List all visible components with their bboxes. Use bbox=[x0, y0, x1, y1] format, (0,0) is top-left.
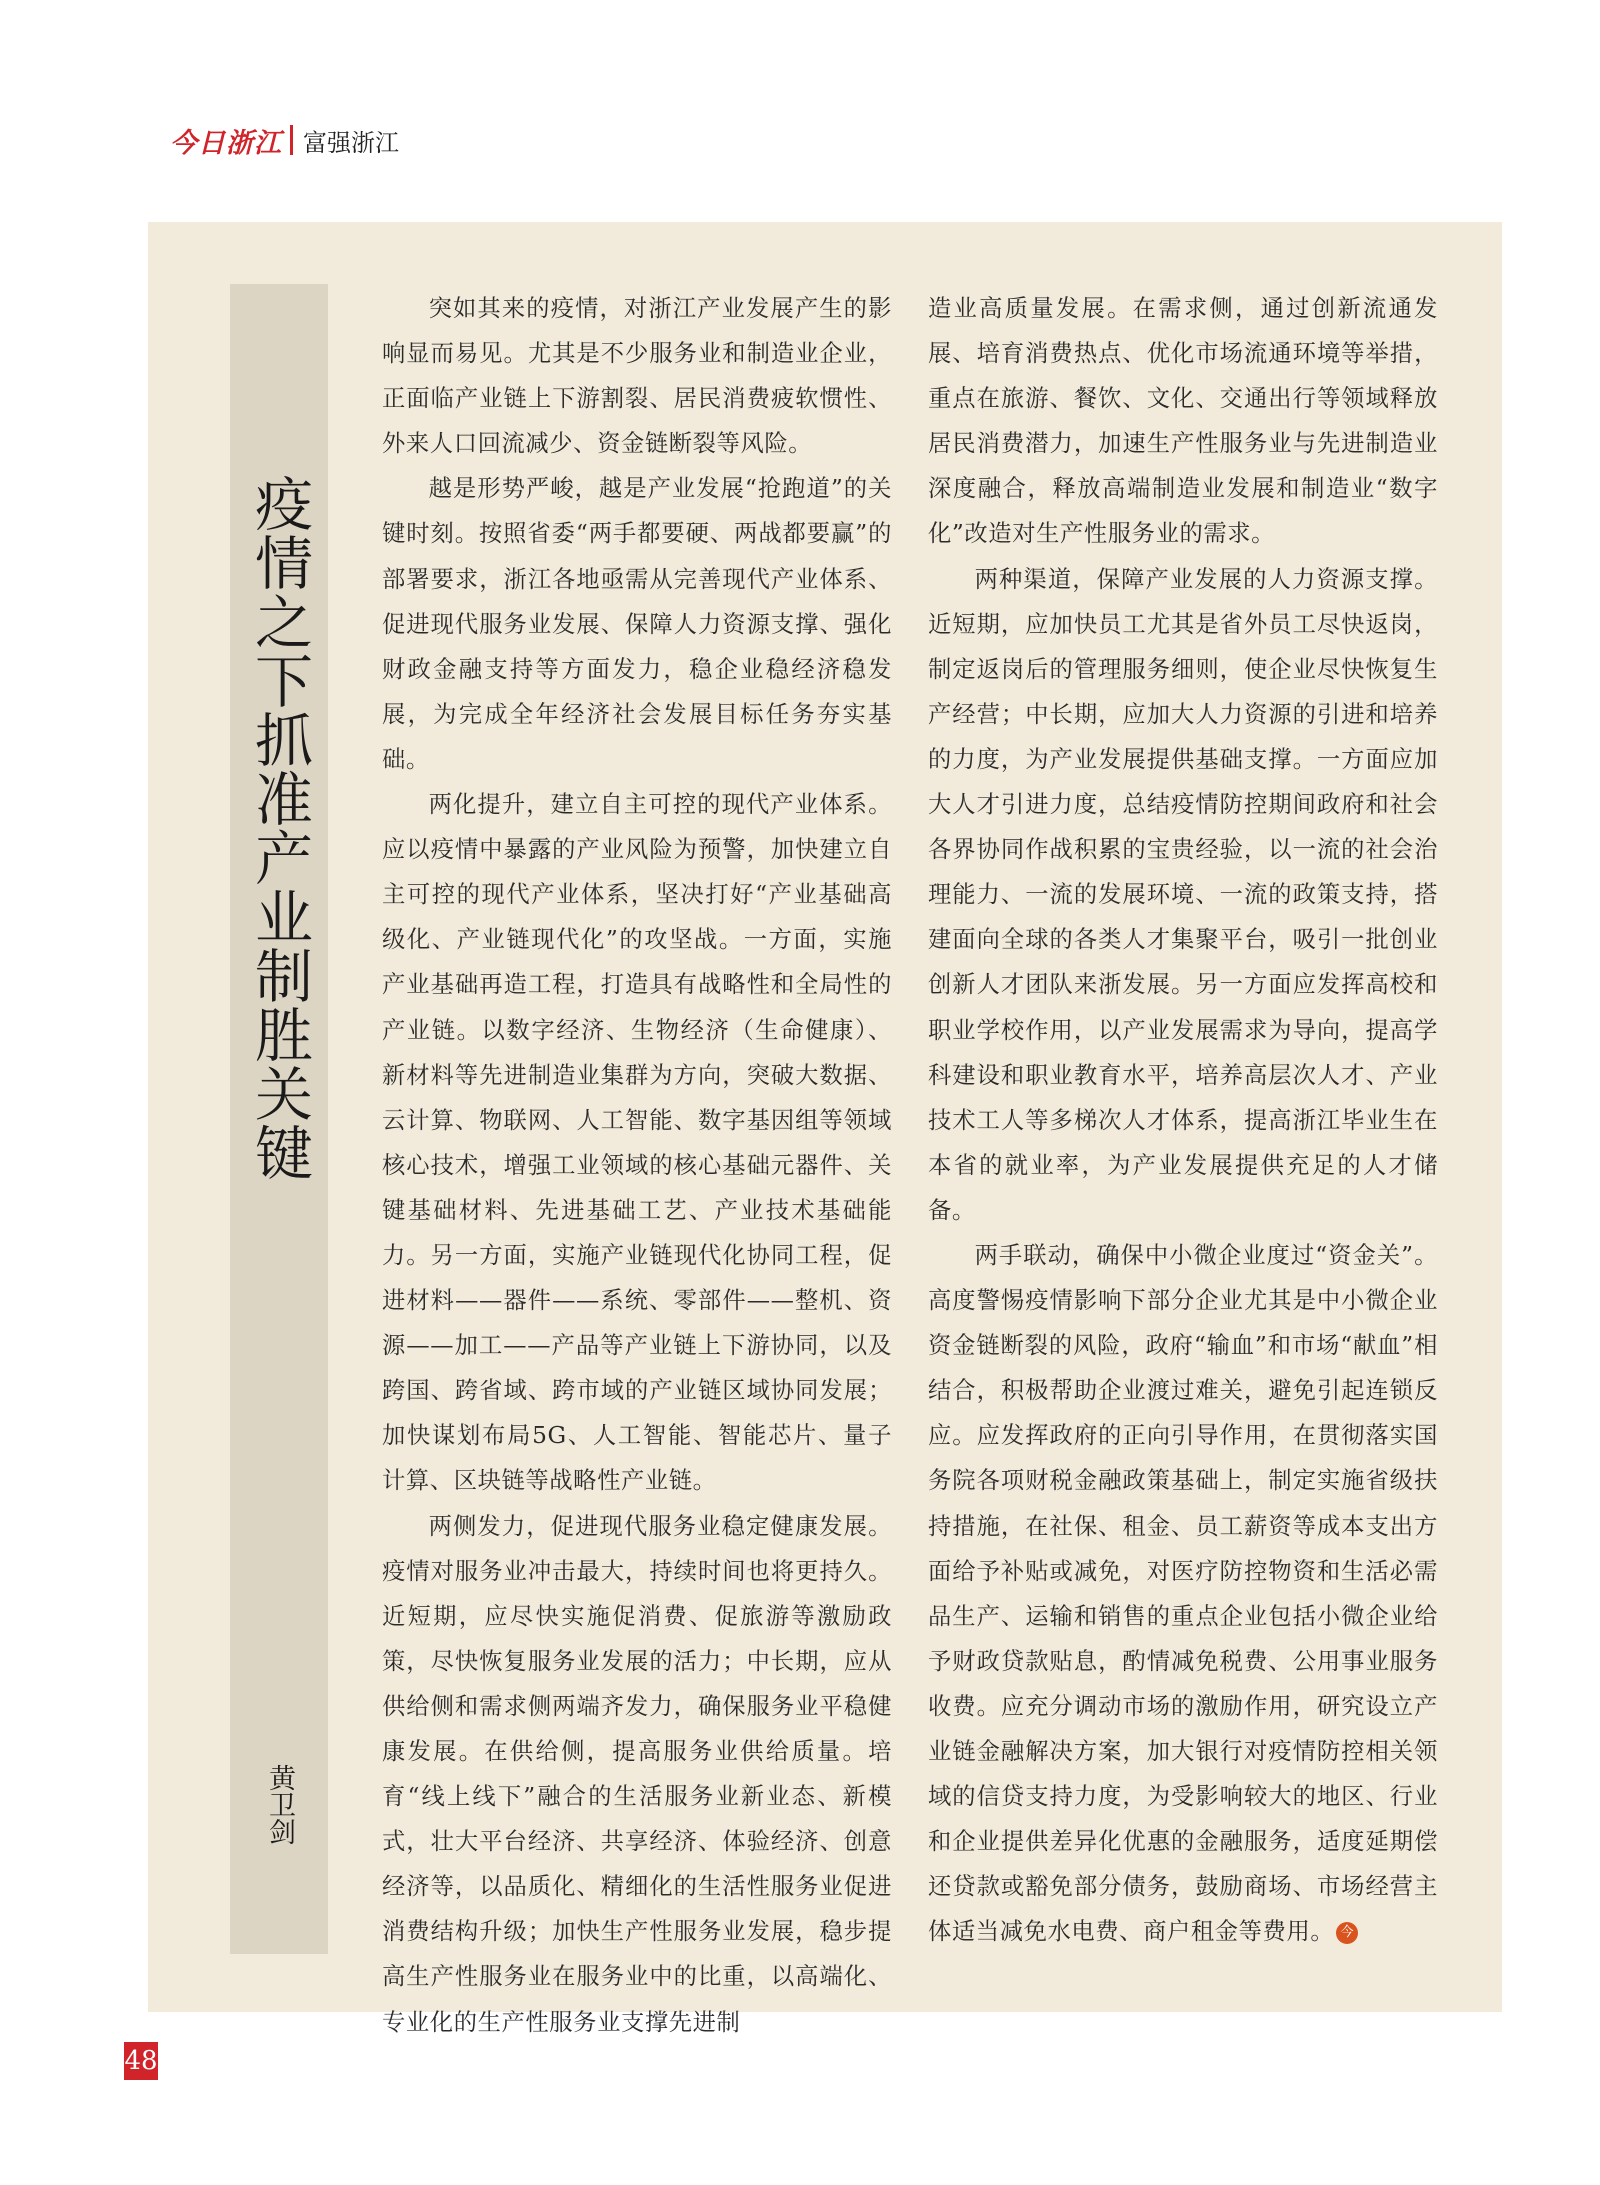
magazine-logo: 今日浙江 bbox=[170, 127, 282, 159]
paragraph-text: 两手联动，确保中小微企业度过“资金关”。高度警惕疫情影响下部分企业尤其是中小微企业资金链断裂的风险，政府“输血”和市场“献血”相结合，积极帮助企业渡过难关，避免引起连锁反应。应发挥政府的正向引导作用，在贯彻落实国务院各项财税金融政策基础上，制定实施省级扶持措施，在社保、租金、员工薪资等成本支出方面给予补贴或减免，对医疗防控物资和生活必需品生产、运输和销售的重点企业包括小微企业给予财政贷款贴息，酌情减免税费、公用事业服务收费。应充分调动市场的激励作用，研究设立产业链金融解决方案，加大银行对疫情防控相关领域的信贷支持力度，为受影响较大的地区、行业和企业提供差异化优惠的金融服务，适度延期偿还贷款或豁免部分债务，鼓励商场、市场经营主体适当减免水电费、商户租金等费用。 bbox=[928, 1241, 1438, 1946]
end-mark-icon: 今 bbox=[1336, 1922, 1358, 1944]
paragraph: 越是形势严峻，越是产业发展“抢跑道”的关键时刻。按照省委“两手都要硬、两战都要赢”的部署要求，浙江各地亟需从完善现代产业体系、促进现代服务业发展、保障人力资源支撑、强化财政金融支持等方面发力，稳企业稳经济稳发展，为完成全年经济社会发展目标任务夯实基础。 bbox=[382, 475, 892, 773]
article-title: 疫情之下抓准产业制胜关键 bbox=[245, 474, 313, 1182]
section-name: 富强浙江 bbox=[303, 128, 399, 157]
article-author: 黄卫剑 bbox=[264, 1764, 295, 1845]
paragraph: 两侧发力，促进现代服务业稳定健康发展。疫情对服务业冲击最大，持续时间也将更持久。近短期，应尽快实施促消费、促旅游等激励政策，尽快恢复服务业发展的活力；中长期，应从供给侧和需求侧两端齐发力，确保服务业平稳健康发展。在供给侧，提高服务业供给质量。培育“线上线下”融合的生活服务业新业态、新模式，壮大平台经济、共享经济、体验经济、创意经济等，以品质化、精细化的生活性服务业促进消费结构升级；加快生产性服务业发展，稳步提高生产性服务业在服务业中的比重，以高端化、专业化的生产性服务业支撑先进制 bbox=[382, 1512, 892, 2036]
page-header bbox=[170, 122, 399, 158]
paragraph: 两化提升，建立自主可控的现代产业体系。应以疫情中暴露的产业风险为预警，加快建立自主可控的现代产业体系，坚决打好“产业基础高级化、产业链现代化”的攻坚战。一方面，实施产业基础再造工程，打造具有战略性和全局性的产业链。以数字经济、生物经济（生命健康）、新材料等先进制造业集群为方向，突破大数据、云计算、物联网、人工智能、数字基因组等领域核心技术，增强工业领域的核心基础元器件、关键基础材料、先进基础工艺、产业技术基础能力。另一方面，实施产业链现代化协同工程，促进材料——器件——系统、零部件——整机、资源——加工——产品等产业链上下游协同，以及跨国、跨省域、跨市域的产业链区域协同发展；加快谋划布局5G、人工智能、智能芯片、量子计算、区块链等战略性产业链。 bbox=[382, 791, 892, 1495]
header-divider bbox=[290, 125, 293, 155]
paragraph: 两种渠道，保障产业发展的人力资源支撑。近短期，应加快员工尤其是省外员工尽快返岗，制定返岗后的管理服务细则，使企业尽快恢复生产经营；中长期，应加大人力资源的引进和培养的力度，为产业发展提供基础支撑。一方面应加大人才引进力度，总结疫情防控期间政府和社会各界协同作战积累的宝贵经验，以一流的社会治理能力、一流的发展环境、一流的政策支持，搭建面向全球的各类人才集聚平台，吸引一批创业创新人才团队来浙发展。另一方面应发挥高校和职业学校作用，以产业发展需求为导向，提高学科建设和职业教育水平，培养高层次人才、产业技术工人等多梯次人才体系，提高浙江毕业生在本省的就业率，为产业发展提供充足的人才储备。 bbox=[928, 565, 1438, 1224]
paragraph: 突如其来的疫情，对浙江产业发展产生的影响显而易见。尤其是不少服务业和制造业企业，正面临产业链上下游割裂、居民消费疲软惯性、外来人口回流减少、资金链断裂等风险。 bbox=[382, 295, 892, 458]
article-panel bbox=[148, 222, 1502, 2036]
page-number: 48 bbox=[124, 2042, 158, 2080]
paragraph-last bbox=[928, 1233, 1438, 1955]
title-band bbox=[230, 284, 328, 1954]
text-column-left bbox=[382, 286, 892, 2036]
paragraph-continued: 造业高质量发展。在需求侧，通过创新流通发展、培育消费热点、优化市场流通环境等举措，重点在旅游、餐饮、文化、交通出行等领域释放居民消费潜力，加速生产性服务业与先进制造业深度融合，释放高端制造业发展和制造业“数字化”改造对生产性服务业的需求。 bbox=[928, 295, 1438, 548]
text-column-right bbox=[928, 286, 1438, 1976]
